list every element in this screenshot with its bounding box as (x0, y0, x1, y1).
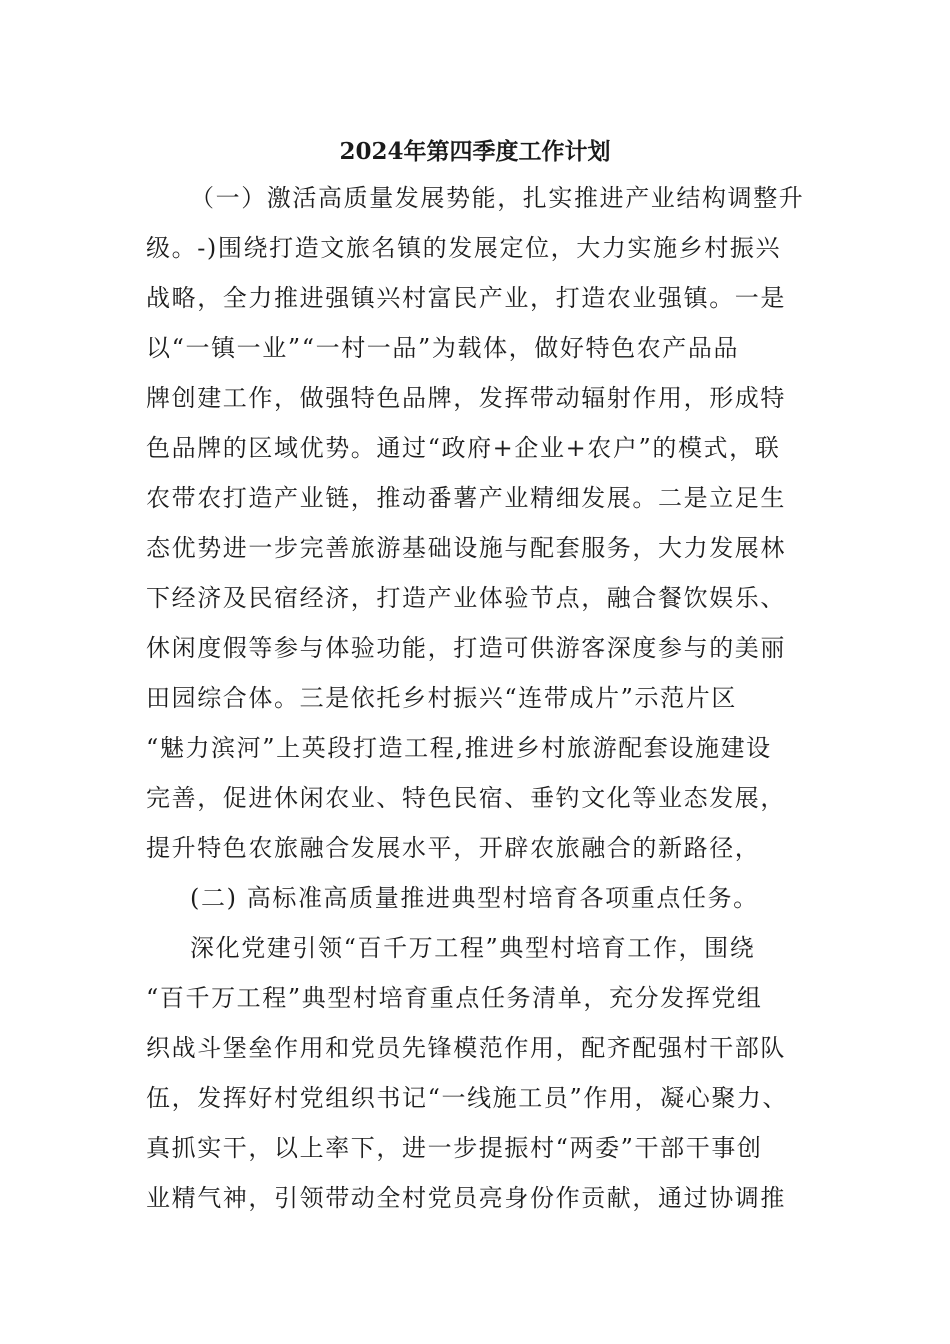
paragraph-line: 伍，发挥好村党组织书记“一线施工员”作用，凝心聚力、 (146, 1084, 789, 1112)
paragraph-line: （一）激活高质量发展势能，扎实推进产业结构调整升 (190, 184, 805, 212)
paragraph-line: “魅力滨河”上英段打造工程,推进乡村旅游配套设施建设 (146, 734, 772, 762)
paragraph-line: 下经济及民宿经济，打造产业体验节点，融合餐饮娱乐、 (146, 584, 786, 612)
paragraph-line: 田园综合体。三是依托乡村振兴“连带成片”示范片区 (146, 684, 737, 712)
paragraph-line: 织战斗堡垒作用和党员先锋模范作用，配齐配强村干部队 (146, 1034, 786, 1062)
paragraph-line: 深化党建引领“百千万工程”典型村培育工作，围绕 (190, 934, 756, 962)
paragraph-line: “百千万工程”典型村培育重点任务清单，充分发挥党组 (146, 984, 763, 1012)
paragraph-line: 业精气神，引领带动全村党员亮身份作贡献，通过协调推 (146, 1184, 786, 1212)
paragraph-line: 牌创建工作，做强特色品牌，发挥带动辐射作用，形成特 (146, 384, 786, 412)
section-heading: (二) 高标准高质量推进典型村培育各项重点任务。 (190, 884, 759, 912)
paragraph-line: 农带农打造产业链，推动番薯产业精细发展。二是立足生 (146, 484, 786, 512)
paragraph-line: 级。-)围绕打造文旅名镇的发展定位，大力实施乡村振兴 (146, 234, 782, 262)
paragraph-line: 色品牌的区域优势。通过“政府+企业+农户”的模式，联 (146, 434, 781, 462)
paragraph-line: 休闲度假等参与体验功能，打造可供游客深度参与的美丽 (146, 634, 786, 662)
paragraph-line: 完善，促进休闲农业、特色民宿、垂钓文化等业态发展， (146, 784, 786, 812)
document-title: 2024年第四季度工作计划 (339, 138, 611, 165)
paragraph-line: 以“一镇一业”“一村一品”为载体，做好特色农产品品 (146, 334, 740, 362)
paragraph-line: 态优势进一步完善旅游基础设施与配套服务，大力发展林 (146, 534, 786, 562)
paragraph-line: 战略，全力推进强镇兴村富民产业，打造农业强镇。一是 (146, 284, 786, 312)
paragraph-line: 真抓实干，以上率下，进一步提振村“两委”干部干事创 (146, 1134, 763, 1162)
paragraph-line: 提升特色农旅融合发展水平，开辟农旅融合的新路径， (146, 834, 761, 862)
